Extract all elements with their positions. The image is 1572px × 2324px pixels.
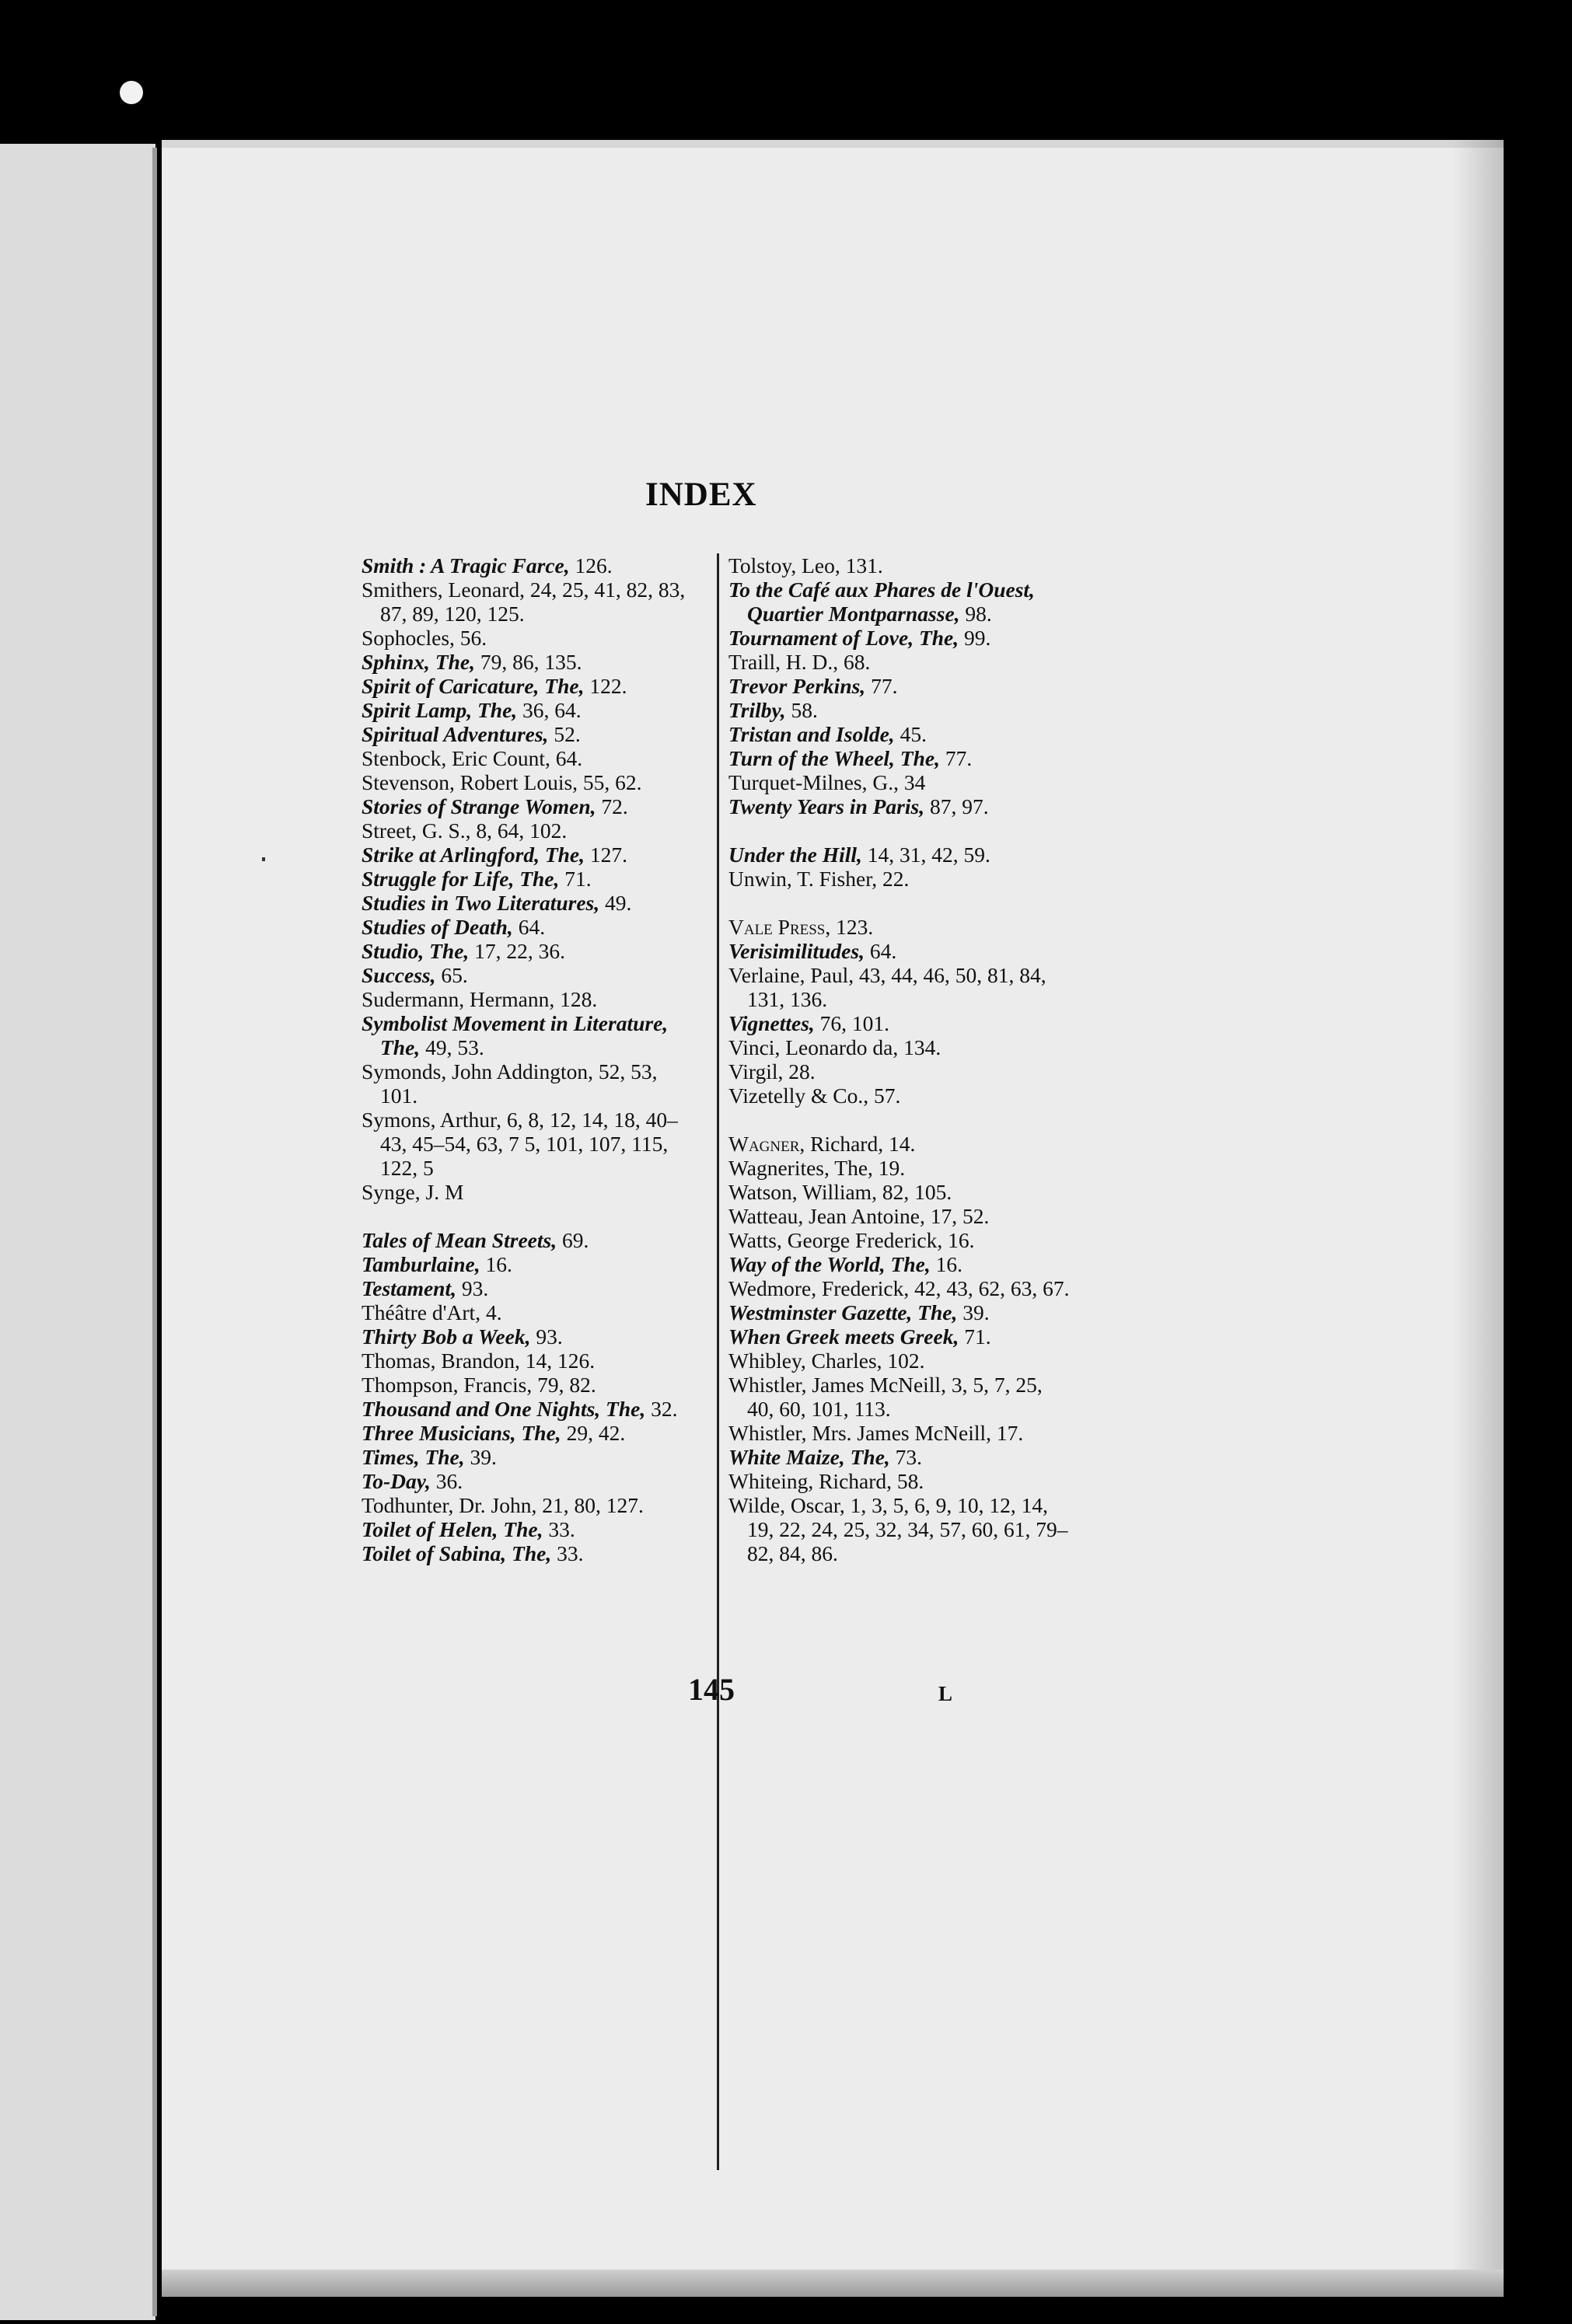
entry-text: 49.: [599, 891, 632, 915]
index-entry: [728, 843, 1071, 867]
entry-text: Whibley, Charles, 102.: [728, 1349, 925, 1373]
entry-text: 77.: [865, 674, 898, 698]
entry-text: Todhunter, Dr. John, 21, 80, 127.: [362, 1493, 644, 1517]
index-entry: [362, 578, 700, 626]
entry-text: 127.: [585, 843, 628, 867]
entry-title: Studies of Death,: [362, 915, 513, 939]
entry-text: Synge, J. M: [362, 1180, 464, 1204]
index-entry: [728, 1132, 1071, 1156]
entry-title: Twenty Years in Paris,: [728, 794, 925, 818]
entry-text: 122.: [584, 674, 627, 698]
index-entry: [362, 1493, 700, 1517]
index-entry: [362, 1252, 700, 1276]
entry-title: Verisimilitudes,: [728, 939, 865, 963]
entry-title: To-Day,: [362, 1469, 431, 1493]
index-entry: [728, 1324, 1071, 1349]
entry-text: Thomas, Brandon, 14, 126.: [362, 1349, 596, 1373]
index-entry: [362, 1059, 700, 1108]
entry-text: Turquet-Milnes, G., 34: [728, 770, 926, 794]
index-entry: [728, 1349, 1071, 1373]
entry-text: Richard, 14.: [805, 1132, 916, 1156]
index-entry: [728, 1156, 1071, 1180]
index-entry: [728, 770, 1071, 794]
entry-title: Thirty Bob a Week,: [362, 1324, 531, 1349]
entry-text: 77.: [939, 746, 973, 770]
entry-text: Symonds, John Addington, 52, 53, 101.: [362, 1059, 658, 1108]
index-entry: [362, 1517, 700, 1541]
section-gap: [728, 891, 1071, 915]
index-entry: [362, 1300, 700, 1324]
index-entry: [362, 674, 700, 698]
index-column-left: [362, 553, 700, 1565]
entry-text: Street, G. S., 8, 64, 102.: [362, 818, 568, 843]
entry-text: Thompson, Francis, 79, 82.: [362, 1373, 596, 1397]
entry-text: 93.: [530, 1324, 563, 1349]
entry-text: Unwin, T. Fisher, 22.: [728, 867, 910, 891]
index-entry: [362, 1108, 700, 1180]
entry-text: 126.: [569, 553, 613, 578]
entry-text: Wilde, Oscar, 1, 3, 5, 6, 9, 10, 12, 14, 19, 22, 24, 25, 32, 34, 57, 60, 61, 79–82, 84, 86.: [728, 1493, 1068, 1565]
entry-text: Sophocles, 56.: [362, 626, 487, 650]
entry-title: Thousand and One Nights, The,: [362, 1397, 646, 1421]
index-entry: [728, 1373, 1071, 1421]
page-number: 145: [688, 1672, 735, 1707]
entry-title: Stories of Strange Women,: [362, 794, 596, 818]
index-entry: [362, 1349, 700, 1373]
stray-mark: [262, 857, 265, 861]
index-entry: [728, 1083, 1071, 1108]
index-entry: [728, 626, 1071, 650]
index-entry: [728, 939, 1071, 963]
entry-text: 98.: [959, 602, 992, 626]
entry-text: 76, 101.: [814, 1011, 890, 1035]
entry-text: Wagnerites, The, 19.: [728, 1156, 906, 1180]
entry-text: 36, 64.: [517, 698, 582, 722]
entry-title: Studio, The,: [362, 939, 470, 963]
section-gap: [728, 1108, 1071, 1132]
index-entry: [728, 1276, 1071, 1300]
index-entry: [362, 553, 700, 578]
entry-text: 32.: [645, 1397, 678, 1421]
entry-title: Spirit of Caricature, The,: [362, 674, 585, 698]
entry-text: Stenbock, Eric Count, 64.: [362, 746, 583, 770]
entry-text: 17, 22, 36.: [469, 939, 566, 963]
page-right-shadow: [1452, 140, 1504, 2297]
index-entry: [728, 650, 1071, 674]
index-entry: [728, 1300, 1071, 1324]
entry-text: Whistler, James McNeill, 3, 5, 7, 25, 40, 60, 101, 113.: [728, 1373, 1043, 1421]
entry-text: 64.: [864, 939, 897, 963]
index-entry: [362, 698, 700, 722]
entry-text: 87, 97.: [924, 794, 989, 818]
index-entry: [728, 1493, 1071, 1565]
entry-text: Whistler, Mrs. James McNeill, 17.: [728, 1421, 1024, 1445]
entry-text: 29, 42.: [561, 1421, 626, 1445]
index-column-right: [728, 553, 1071, 1565]
entry-title: Toilet of Sabina, The,: [362, 1541, 552, 1565]
entry-text: Watteau, Jean Antoine, 17, 52.: [728, 1204, 990, 1228]
entry-text: 72.: [596, 794, 628, 818]
index-entry: [362, 770, 700, 794]
index-entry: [362, 626, 700, 650]
index-entry: [362, 818, 700, 843]
entry-title: Success,: [362, 963, 436, 987]
entry-title: Symbolist Movement in Literature, The,: [362, 1011, 669, 1059]
facing-page: [0, 144, 155, 2320]
index-entry: [728, 1469, 1071, 1493]
facing-page-edge: [152, 148, 157, 2316]
entry-text: 93.: [456, 1276, 489, 1300]
entry-title: Turn of the Wheel, The,: [728, 746, 940, 770]
index-entry: [362, 650, 700, 674]
entry-text: Virgil, 28.: [728, 1059, 816, 1083]
entry-text: Tolstoy, Leo, 131.: [728, 553, 883, 578]
index-entry: [362, 722, 700, 746]
entry-text: 14, 31, 42, 59.: [861, 843, 990, 867]
entry-text: 64.: [512, 915, 546, 939]
entry-text: Verlaine, Paul, 43, 44, 46, 50, 81, 84, 131, 136.: [728, 963, 1046, 1011]
entry-text: Wedmore, Frederick, 42, 43, 62, 63, 67.: [728, 1276, 1070, 1300]
entry-text: Whiteing, Richard, 58.: [728, 1469, 924, 1493]
entry-title: Times, The,: [362, 1445, 465, 1469]
index-entry: [728, 1421, 1071, 1445]
section-gap: [362, 1204, 700, 1228]
index-entry: [728, 746, 1071, 770]
index-entry: [728, 963, 1071, 1011]
entry-text: 52.: [548, 722, 581, 746]
index-entry: [362, 939, 700, 963]
entry-text: Traill, H. D., 68.: [728, 650, 871, 674]
index-entry: [362, 1228, 700, 1252]
index-entry: [362, 1011, 700, 1059]
index-entry: [362, 1397, 700, 1421]
index-entry: [362, 1421, 700, 1445]
entry-text: 33.: [543, 1517, 575, 1541]
entry-title: When Greek meets Greek,: [728, 1324, 959, 1349]
entry-title: Tamburlaine,: [362, 1252, 480, 1276]
index-entry: [362, 746, 700, 770]
entry-text: 39.: [957, 1300, 990, 1324]
entry-title: Under the Hill,: [728, 843, 862, 867]
entry-text: 49, 53.: [420, 1035, 484, 1059]
entry-title: Strike at Arlingford, The,: [362, 843, 585, 867]
page-title: INDEX: [645, 476, 757, 513]
entry-text: Vizetelly & Co., 57.: [728, 1083, 901, 1108]
entry-title: White Maize, The,: [728, 1445, 890, 1469]
column-rule: [717, 553, 719, 2170]
index-entry: [728, 1252, 1071, 1276]
index-entry: [362, 1445, 700, 1469]
index-entry: [362, 867, 700, 891]
index-entry: [728, 1011, 1071, 1035]
entry-text: 71.: [959, 1324, 991, 1349]
entry-text: Smithers, Leonard, 24, 25, 41, 82, 83, 87, 89, 120, 125.: [362, 578, 686, 626]
entry-text: Symons, Arthur, 6, 8, 12, 14, 18, 40–43, 45–54, 63, 7 5, 101, 107, 115, 122, 5: [362, 1108, 678, 1180]
entry-title: Westminster Gazette, The,: [728, 1300, 958, 1324]
signature-mark: L: [938, 1682, 953, 1705]
index-entry: [362, 915, 700, 939]
entry-text: 36.: [430, 1469, 463, 1493]
entry-title: Studies in Two Literatures,: [362, 891, 600, 915]
index-entry: [362, 987, 700, 1011]
entry-text: Watson, William, 82, 105.: [728, 1180, 952, 1204]
entry-text: Watts, George Frederick, 16.: [728, 1228, 975, 1252]
index-entry: [728, 578, 1071, 626]
index-entry: [362, 1324, 700, 1349]
entry-text: 99.: [959, 626, 991, 650]
page-top-edge: [162, 140, 1504, 148]
entry-title: Toilet of Helen, The,: [362, 1517, 543, 1541]
entry-title: Vignettes,: [728, 1011, 815, 1035]
entry-text: Stevenson, Robert Louis, 55, 62.: [362, 770, 642, 794]
entry-text: 58.: [785, 698, 818, 722]
index-entry: [728, 867, 1071, 891]
entry-title: Tournament of Love, The,: [728, 626, 959, 650]
entry-text: 69.: [557, 1228, 589, 1252]
entry-text: 73.: [889, 1445, 923, 1469]
entry-title: Trilby,: [728, 698, 786, 722]
entry-text: 16.: [930, 1252, 962, 1276]
page-bottom-edge: [162, 2270, 1504, 2297]
index-entry: [362, 1373, 700, 1397]
index-entry: [362, 1541, 700, 1565]
index-entry: [728, 722, 1071, 746]
entry-title: Testament,: [362, 1276, 456, 1300]
index-entry: [728, 1059, 1071, 1083]
entry-text: 39.: [464, 1445, 497, 1469]
entry-title: Tristan and Isolde,: [728, 722, 895, 746]
index-entry: [728, 1180, 1071, 1204]
entry-text: 33.: [551, 1541, 584, 1565]
index-entry: [362, 1180, 700, 1204]
entry-text: 123.: [830, 915, 874, 939]
index-entry: [362, 843, 700, 867]
entry-title: To the Café aux Phares de l'Ouest, Quartier Montparnasse,: [728, 578, 1035, 626]
index-entry: [728, 1035, 1071, 1059]
entry-title: Smith : A Tragic Farce,: [362, 553, 570, 578]
entry-text: Sudermann, Hermann, 128.: [362, 987, 598, 1011]
section-gap: [728, 818, 1071, 843]
entry-title: Spiritual Adventures,: [362, 722, 549, 746]
index-entry: [728, 1204, 1071, 1228]
entry-text: 65.: [435, 963, 468, 987]
index-entry: [728, 553, 1071, 578]
entry-title: Trevor Perkins,: [728, 674, 866, 698]
entry-text: 45.: [894, 722, 927, 746]
entry-title: Sphinx, The,: [362, 650, 475, 674]
entry-title: Tales of Mean Streets,: [362, 1228, 557, 1252]
index-entry: [362, 891, 700, 915]
index-entry: [362, 963, 700, 987]
entry-text: 71.: [559, 867, 592, 891]
index-entry: [728, 915, 1071, 939]
entry-text: Théâtre d'Art, 4.: [362, 1300, 502, 1324]
entry-title: Spirit Lamp, The,: [362, 698, 518, 722]
entry-title: Way of the World, The,: [728, 1252, 931, 1276]
index-entry: [362, 1276, 700, 1300]
entry-text: Vinci, Leonardo da, 134.: [728, 1035, 941, 1059]
index-entry: [728, 1445, 1071, 1469]
entry-text: 16.: [480, 1252, 512, 1276]
index-entry: [728, 698, 1071, 722]
entry-heading: Wagner,: [728, 1132, 805, 1156]
index-entry: [362, 1469, 700, 1493]
entry-text: 79, 86, 135.: [474, 650, 582, 674]
index-entry: [728, 794, 1071, 818]
index-entry: [362, 794, 700, 818]
scanner-dot: [120, 81, 143, 104]
index-entry: [728, 674, 1071, 698]
entry-heading: Vale Press,: [728, 915, 831, 939]
entry-title: Struggle for Life, The,: [362, 867, 560, 891]
entry-title: Three Musicians, The,: [362, 1421, 561, 1445]
index-entry: [728, 1228, 1071, 1252]
